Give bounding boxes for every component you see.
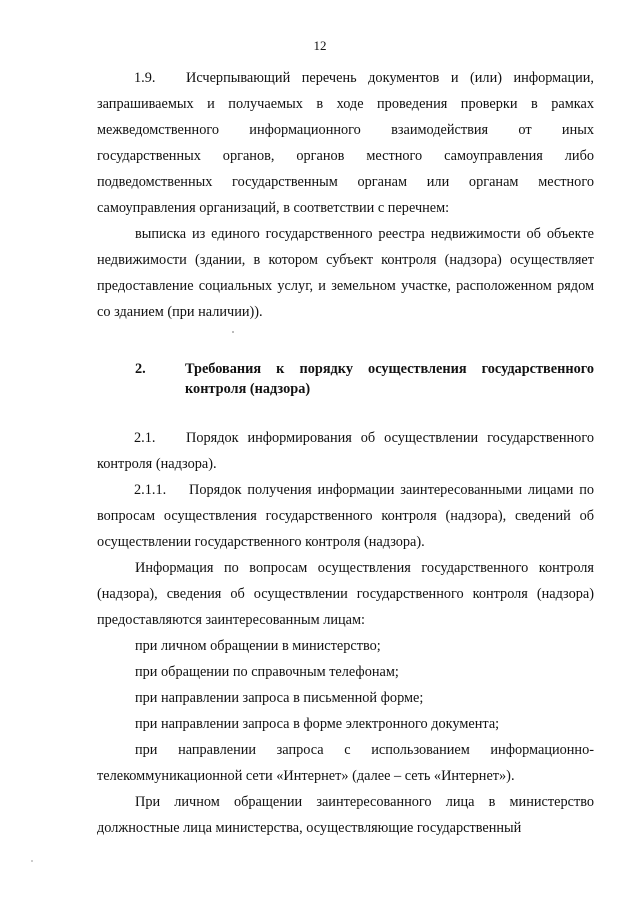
paragraph-text: Порядок информирования об осуществлении государственного контроля (надзора). bbox=[97, 430, 594, 472]
paragraph-personal-visit: При личном обращении заинтересованного лица в министерство должностные лица министерства, осуществляющие государственный bbox=[97, 794, 594, 836]
list-item: при личном обращении в министерство; bbox=[135, 638, 381, 654]
paragraph-2-1 bbox=[97, 425, 594, 477]
page-number: 12 bbox=[313, 38, 327, 53]
list-item: при обращении по справочным телефонам; bbox=[135, 664, 399, 680]
section-heading-title: Требования к порядку осуществления государственного контроля (надзора) bbox=[185, 361, 594, 397]
list-item: при направлении запроса с использованием информационно-телекоммуникационной сети «Интернет» (далее – сеть «Интернет»). bbox=[97, 742, 594, 784]
section-heading-number: 2. bbox=[135, 361, 146, 377]
paragraph-text-continued: запрашиваемых и получаемых в ходе проведения проверки в рамках межведомственного информационного взаимодействия от иных государственных органов, органов местного самоуправления либо подведомственных государственным органам или органам местного самоуправления организаций, в соответствии с перечнем: bbox=[97, 96, 594, 216]
paragraph-number: 2.1. bbox=[134, 430, 156, 446]
document-body bbox=[97, 65, 594, 841]
scan-speck bbox=[31, 860, 33, 862]
paragraph-text: Исчерпывающий перечень документов и (или) информации, bbox=[186, 70, 594, 86]
list-item: при направлении запроса в форме электронного документа; bbox=[135, 716, 500, 732]
paragraph-1-9 bbox=[97, 65, 594, 221]
paragraph-registry-extract: выписка из единого государственного реестра недвижимости об объекте недвижимости (здании, в котором субъект контроля (надзора) осуществляет предоставление социальных услуг, и земельном участке, расположенном рядом со зданием (при наличии)). bbox=[97, 226, 594, 320]
paragraph-2-1-1 bbox=[97, 477, 594, 555]
paragraph-number: 1.9. bbox=[134, 70, 156, 86]
paragraph-text: Порядок получения информации заинтересованными лицами по вопросам осуществления государственного контроля (надзора), сведений об осуществлении государственного контроля (надзора). bbox=[97, 482, 594, 550]
list-item: при направлении запроса в письменной форме; bbox=[135, 690, 424, 706]
paragraph-number: 2.1.1. bbox=[134, 482, 167, 498]
paragraph-info-intro: Информация по вопросам осуществления государственного контроля (надзора), сведения об осуществлении государственного контроля (надзора) предоставляются заинтересованным лицам: bbox=[97, 560, 594, 628]
scan-speck bbox=[232, 331, 234, 333]
section-heading bbox=[97, 359, 594, 399]
